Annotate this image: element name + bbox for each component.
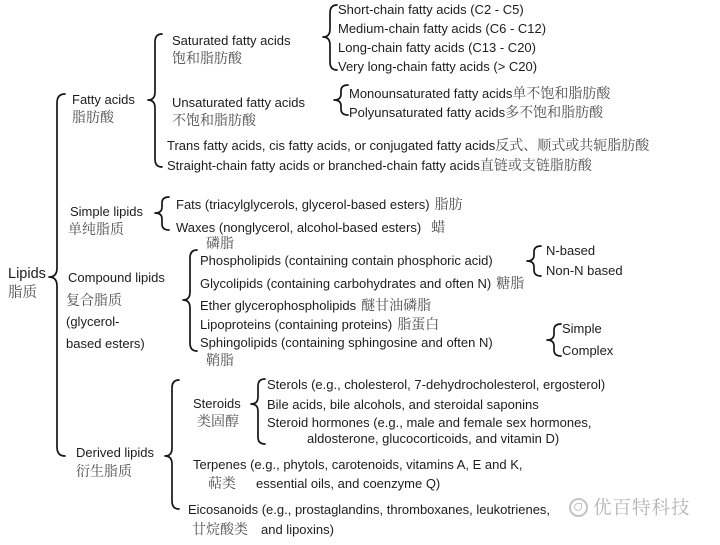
leaf-eicosanoids-line2-en: and lipoxins) bbox=[261, 522, 334, 537]
leaf-trans-zh: 反式、顺式或共轭脂肪酸 bbox=[495, 137, 650, 153]
leaf-waxes-zh: 蜡 bbox=[431, 219, 446, 235]
leaf-terpenes-line2 bbox=[208, 474, 440, 493]
leaf-trans-fatty-acids bbox=[167, 136, 649, 155]
leaf-phospholipids: Phospholipids (containing contain phosphoric acid) bbox=[200, 253, 493, 268]
label-phospholipids-zh: 磷脂 bbox=[206, 235, 234, 251]
leaf-monounsaturated-zh: 单不饱和脂肪酸 bbox=[512, 85, 611, 101]
leaf-monounsaturated-en: Monounsaturated fatty acids bbox=[349, 86, 513, 101]
brace-saturated bbox=[323, 5, 337, 70]
leaf-long-chain: Long-chain fatty acids (C13 - C20) bbox=[338, 40, 536, 55]
brace-phospholipids bbox=[527, 246, 541, 276]
leaf-n-based: N-based bbox=[546, 243, 596, 258]
leaf-sphingolipids: Sphingolipids (containing sphingosine and often N) bbox=[200, 335, 493, 350]
brace-sphingolipids bbox=[547, 324, 561, 356]
leaf-lipoproteins-zh: 脂蛋白 bbox=[397, 316, 440, 332]
node-fatty-acids-en: Fatty acids bbox=[72, 92, 135, 107]
node-steroids-en: Steroids bbox=[193, 396, 241, 411]
node-compound-lipids-en: Compound lipids bbox=[68, 270, 165, 285]
leaf-terpenes-line1: Terpenes (e.g., phytols, carotenoids, vitamins A, E and K, bbox=[193, 457, 523, 472]
node-compound-note-1: (glycerol- bbox=[66, 314, 120, 329]
leaf-terpenes-zh: 萜类 bbox=[208, 475, 236, 491]
leaf-steroid-hormones-line1: Steroid hormones (e.g., male and female sex hormones, bbox=[267, 415, 592, 430]
leaf-sphingo-simple: Simple bbox=[562, 321, 602, 336]
node-saturated-en: Saturated fatty acids bbox=[172, 33, 291, 48]
watermark bbox=[566, 492, 694, 522]
leaf-straight-en: Straight-chain fatty acids or branched-chain fatty acids bbox=[167, 158, 480, 173]
brace-simple-lipids bbox=[155, 197, 169, 230]
brace-derived-lipids bbox=[165, 380, 179, 509]
leaf-fats bbox=[176, 195, 463, 214]
node-unsaturated-zh: 不饱和脂肪酸 bbox=[172, 112, 256, 128]
leaf-medium-chain: Medium-chain fatty acids (C6 - C12) bbox=[338, 21, 547, 36]
node-fatty-acids-zh: 脂肪酸 bbox=[72, 109, 114, 125]
leaf-eicosanoids-zh: 廿烷酸类 bbox=[192, 521, 248, 537]
leaf-polyunsaturated-en: Polyunsaturated fatty acids bbox=[349, 105, 506, 120]
brand-logo-icon bbox=[569, 498, 588, 517]
leaf-waxes-en: Waxes (nonglycerol, alcohol-based esters) bbox=[176, 220, 422, 235]
brace-compound-lipids bbox=[183, 250, 197, 351]
brace-unsaturated bbox=[334, 85, 348, 115]
leaf-eicosanoids-line1: Eicosanoids (e.g., prostaglandins, thromboxanes, leukotrienes, bbox=[188, 502, 551, 517]
node-unsaturated-en: Unsaturated fatty acids bbox=[172, 95, 305, 110]
leaf-straight-chain-fatty-acids bbox=[167, 156, 592, 175]
leaf-lipoproteins bbox=[200, 315, 439, 334]
leaf-sphingo-complex: Complex bbox=[562, 343, 614, 358]
brace-steroids bbox=[251, 379, 265, 444]
brand-name: 优百特科技 bbox=[593, 497, 691, 518]
node-derived-lipids-zh: 衍生脂质 bbox=[76, 463, 132, 479]
node-steroids-zh: 类固醇 bbox=[197, 413, 239, 429]
leaf-ether-zh: 醚甘油磷脂 bbox=[361, 297, 432, 313]
node-compound-lipids-zh: 复合脂质 bbox=[66, 292, 122, 308]
leaf-monounsaturated bbox=[349, 84, 610, 103]
node-saturated-zh: 饱和脂肪酸 bbox=[172, 50, 242, 66]
node-simple-lipids-en: Simple lipids bbox=[70, 204, 143, 219]
brace-fatty-acids bbox=[148, 34, 162, 167]
leaf-fats-zh: 脂肪 bbox=[434, 196, 463, 212]
leaf-lipoproteins-en: Lipoproteins (containing proteins) bbox=[200, 317, 393, 332]
leaf-straight-zh: 直链或支链脂肪酸 bbox=[479, 157, 592, 173]
leaf-terpenes-line2-en: essential oils, and coenzyme Q) bbox=[256, 476, 441, 491]
leaf-non-n-based: Non-N based bbox=[546, 263, 623, 278]
leaf-ether-glycerophospholipids bbox=[200, 296, 431, 315]
label-sphingolipids-zh: 鞘脂 bbox=[206, 352, 234, 368]
brace-lipids bbox=[49, 94, 65, 456]
leaf-polyunsaturated bbox=[349, 103, 603, 122]
leaf-trans-en: Trans fatty acids, cis fatty acids, or conjugated fatty acids bbox=[167, 138, 496, 153]
leaf-sterols: Sterols (e.g., cholesterol, 7-dehydrocholesterol, ergosterol) bbox=[267, 377, 606, 392]
node-lipids-zh: 脂质 bbox=[8, 285, 37, 301]
leaf-fats-en: Fats (triacylglycerols, glycerol-based esters) bbox=[176, 197, 430, 212]
node-simple-lipids-zh: 单纯脂质 bbox=[68, 221, 124, 237]
leaf-glycolipids-zh: 糖脂 bbox=[496, 275, 525, 291]
leaf-steroid-hormones-line2: aldosterone, glucocorticoids, and vitamin D) bbox=[307, 431, 560, 446]
node-lipids-en: Lipids bbox=[8, 266, 46, 282]
leaf-glycolipids bbox=[200, 274, 524, 293]
leaf-eicosanoids-line2 bbox=[192, 520, 334, 539]
node-compound-note-2: based esters) bbox=[66, 336, 145, 351]
leaf-ether-en: Ether glycerophospholipids bbox=[200, 298, 357, 313]
leaf-polyunsaturated-zh: 多不饱和脂肪酸 bbox=[505, 104, 604, 120]
leaf-short-chain: Short-chain fatty acids (C2 - C5) bbox=[338, 2, 524, 17]
leaf-very-long-chain: Very long-chain fatty acids (> C20) bbox=[338, 59, 538, 74]
leaf-bile-acids: Bile acids, bile alcohols, and steroidal saponins bbox=[267, 397, 539, 412]
node-derived-lipids-en: Derived lipids bbox=[76, 445, 155, 460]
leaf-glycolipids-en: Glycolipids (containing carbohydrates and often N) bbox=[200, 276, 492, 291]
